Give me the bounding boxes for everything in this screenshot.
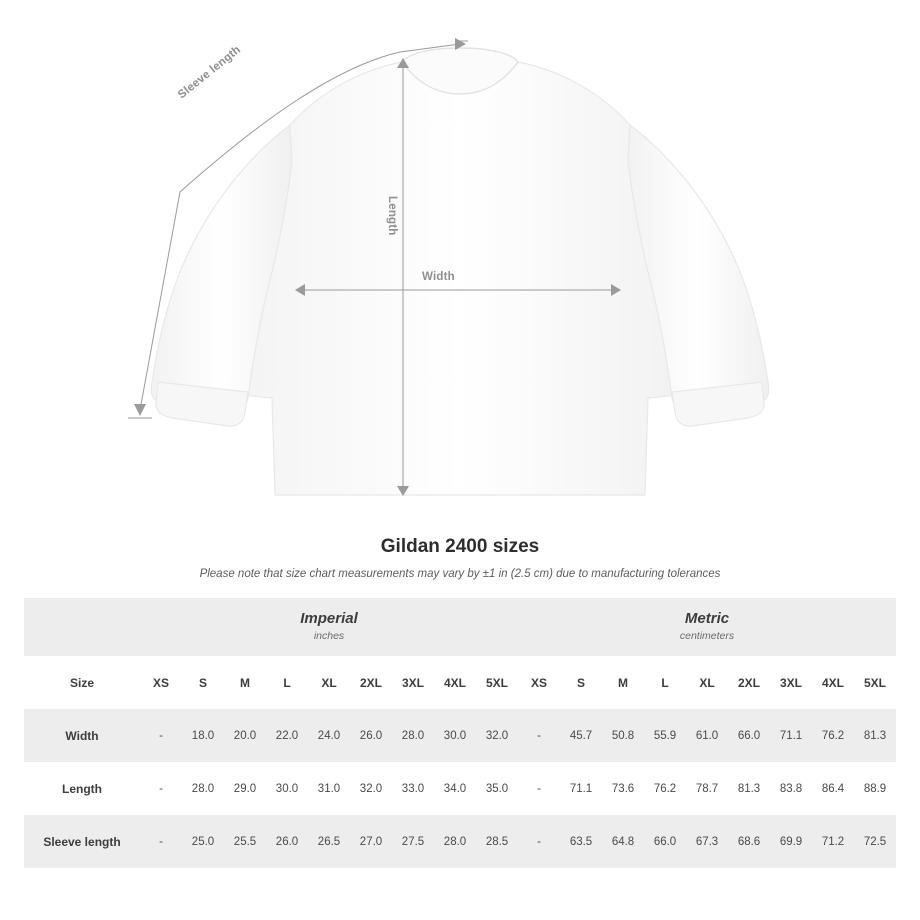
cell-sleeve-metric-3xl: 69.9 (770, 815, 812, 868)
cell-sleeve-metric-xl: 67.3 (686, 815, 728, 868)
cell-width-imperial-m: 20.0 (224, 709, 266, 762)
system-header-row (24, 598, 896, 656)
row-label-length: Length (24, 762, 140, 815)
cell-sleeve-imperial-2xl: 27.0 (350, 815, 392, 868)
col-head-metric-2xl: 2XL (728, 656, 770, 709)
cell-sleeve-metric-s: 63.5 (560, 815, 602, 868)
size-header-row (24, 656, 896, 709)
col-head-imperial-xl: XL (308, 656, 350, 709)
system-unit-imperial: inches (313, 630, 345, 643)
cell-sleeve-imperial-xl: 26.5 (308, 815, 350, 868)
col-head-imperial-3xl: 3XL (392, 656, 434, 709)
width-dimension-label: Width (422, 271, 455, 283)
col-head-imperial-s: S (182, 656, 224, 709)
cell-length-metric-3xl: 83.8 (770, 762, 812, 815)
cell-length-imperial-4xl: 34.0 (434, 762, 476, 815)
cell-width-metric-xl: 61.0 (686, 709, 728, 762)
cell-width-imperial-4xl: 30.0 (434, 709, 476, 762)
col-head-metric-l: L (644, 656, 686, 709)
length-dimension-label: Length (386, 196, 398, 236)
cell-length-metric-xl: 78.7 (686, 762, 728, 815)
system-name-imperial: Imperial (300, 610, 358, 628)
sleeve-length-dimension-label: Sleeve length (176, 43, 244, 102)
cell-length-imperial-m: 29.0 (224, 762, 266, 815)
cell-width-imperial-5xl: 32.0 (476, 709, 518, 762)
cell-width-imperial-3xl: 28.0 (392, 709, 434, 762)
system-header-imperial (140, 598, 518, 656)
system-header-metric (518, 598, 896, 656)
col-head-imperial-l: L (266, 656, 308, 709)
cell-length-metric-xs: - (518, 762, 560, 815)
col-head-metric-4xl: 4XL (812, 656, 854, 709)
page-title: Gildan 2400 sizes (380, 536, 540, 557)
cell-length-imperial-xl: 31.0 (308, 762, 350, 815)
cell-width-imperial-xs: - (140, 709, 182, 762)
cell-sleeve-imperial-s: 25.0 (182, 815, 224, 868)
cell-length-metric-5xl: 88.9 (854, 762, 896, 815)
cell-length-imperial-l: 30.0 (266, 762, 308, 815)
size-table (24, 598, 896, 868)
cell-sleeve-imperial-m: 25.5 (224, 815, 266, 868)
cell-length-imperial-3xl: 33.0 (392, 762, 434, 815)
row-label-width: Width (24, 709, 140, 762)
cell-length-imperial-s: 28.0 (182, 762, 224, 815)
col-head-metric-s: S (560, 656, 602, 709)
size-column-header: Size (24, 656, 140, 709)
col-head-imperial-4xl: 4XL (434, 656, 476, 709)
table-row (24, 815, 896, 868)
cell-width-metric-2xl: 66.0 (728, 709, 770, 762)
cell-width-metric-5xl: 81.3 (854, 709, 896, 762)
cell-width-imperial-2xl: 26.0 (350, 709, 392, 762)
cell-sleeve-imperial-5xl: 28.5 (476, 815, 518, 868)
cell-length-metric-2xl: 81.3 (728, 762, 770, 815)
cell-sleeve-imperial-xs: - (140, 815, 182, 868)
shirt-body (212, 62, 708, 495)
col-head-imperial-5xl: 5XL (476, 656, 518, 709)
cell-sleeve-metric-4xl: 71.2 (812, 815, 854, 868)
size-table-container (24, 598, 896, 868)
cell-length-imperial-xs: - (140, 762, 182, 815)
col-head-imperial-2xl: 2XL (350, 656, 392, 709)
cell-sleeve-imperial-3xl: 27.5 (392, 815, 434, 868)
cell-length-metric-l: 76.2 (644, 762, 686, 815)
title-block (0, 536, 920, 580)
cell-sleeve-imperial-l: 26.0 (266, 815, 308, 868)
cell-width-metric-3xl: 71.1 (770, 709, 812, 762)
cell-width-imperial-xl: 24.0 (308, 709, 350, 762)
tolerance-note: Please note that size chart measurements may vary by ±1 in (2.5 cm) due to manufacturing tolerances (199, 568, 721, 580)
cell-width-imperial-s: 18.0 (182, 709, 224, 762)
cell-width-metric-xs: - (518, 709, 560, 762)
cell-length-imperial-2xl: 32.0 (350, 762, 392, 815)
cell-sleeve-metric-m: 64.8 (602, 815, 644, 868)
system-header-spacer (24, 598, 140, 656)
cell-width-imperial-l: 22.0 (266, 709, 308, 762)
col-head-imperial-m: M (224, 656, 266, 709)
col-head-metric-5xl: 5XL (854, 656, 896, 709)
system-unit-metric: centimeters (679, 630, 735, 643)
cell-sleeve-metric-5xl: 72.5 (854, 815, 896, 868)
cell-length-metric-m: 73.6 (602, 762, 644, 815)
row-label-sleeve-length: Sleeve length (24, 815, 140, 868)
table-row (24, 762, 896, 815)
cell-length-metric-4xl: 86.4 (812, 762, 854, 815)
col-head-metric-3xl: 3XL (770, 656, 812, 709)
cell-length-imperial-5xl: 35.0 (476, 762, 518, 815)
cell-width-metric-s: 45.7 (560, 709, 602, 762)
col-head-metric-m: M (602, 656, 644, 709)
col-head-imperial-xs: XS (140, 656, 182, 709)
cell-width-metric-l: 55.9 (644, 709, 686, 762)
table-row (24, 709, 896, 762)
cell-sleeve-imperial-4xl: 28.0 (434, 815, 476, 868)
col-head-metric-xs: XS (518, 656, 560, 709)
cell-length-metric-s: 71.1 (560, 762, 602, 815)
system-name-metric: Metric (684, 610, 730, 628)
cell-sleeve-metric-2xl: 68.6 (728, 815, 770, 868)
cell-sleeve-metric-xs: - (518, 815, 560, 868)
col-head-metric-xl: XL (686, 656, 728, 709)
cell-sleeve-metric-l: 66.0 (644, 815, 686, 868)
cell-width-metric-4xl: 76.2 (812, 709, 854, 762)
cell-width-metric-m: 50.8 (602, 709, 644, 762)
